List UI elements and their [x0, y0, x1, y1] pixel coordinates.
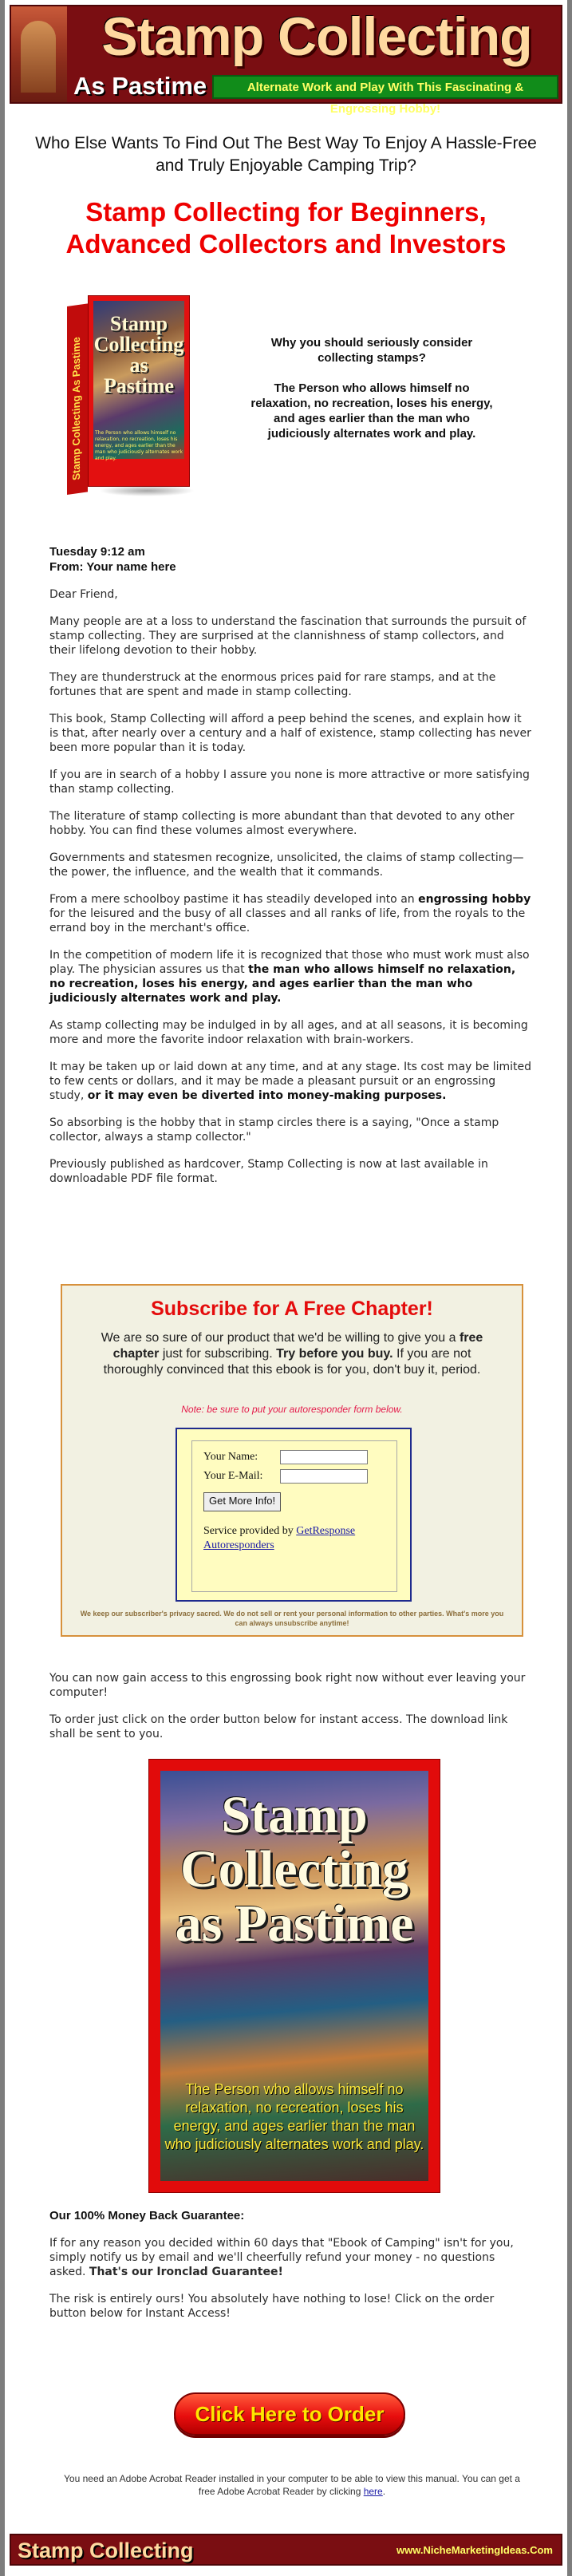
- text-bold: the man who allows himself no relaxation, no recreation, loses his energy, and ages earlier than the man who judiciously alternates work and play.: [49, 963, 516, 1005]
- book-spine-text: Stamp Collecting As Pastime: [70, 336, 82, 481]
- letter-paragraph: Previously published as hardcover, Stamp Collecting is now at last available in downloadable PDF file format.: [49, 1158, 488, 1185]
- privacy-notice: We keep our subscriber's privacy sacred. We do not sell or rent your personal information to other parties. What's more you can always unsubscribe anytime!: [80, 1610, 504, 1627]
- letter-date: Tuesday 9:12 am: [49, 545, 145, 559]
- book-cover-blurb: The Person who allows himself no relaxation, no recreation, loses his energy, and ages earlier than the man who judiciously alternates work and play.: [95, 430, 183, 461]
- optin-title: Subscribe for A Free Chapter!: [151, 1298, 433, 1320]
- optin-description: [86, 1330, 498, 1378]
- text-bold: engrossing hobby: [418, 893, 531, 906]
- letter-paragraph: If you are in search of a hobby I assure you none is more attractive or more satisfying than stamp collecting.: [49, 768, 530, 796]
- letter-paragraph: Governments and statesmen recognize, unsolicited, the claims of stamp collecting—the power, the influence, and the wealth that it commands.: [49, 851, 524, 879]
- letter-paragraph: The literature of stamp collecting is more abundant than that devoted to any other hobby. You can find these volumes almost everywhere.: [49, 810, 515, 837]
- text: In the competition of modern life it is recognized that those who must work must also play. The physician assures us that: [49, 949, 530, 976]
- text-bold: or it may even be diverted into money-making purposes.: [87, 1089, 447, 1102]
- text: .: [382, 2486, 386, 2497]
- optin-form: [176, 1428, 412, 1602]
- footer-title: Stamp Collecting: [18, 2538, 194, 2562]
- letter-paragraph: [49, 948, 532, 1006]
- large-book-title: Stamp Collecting as Pastime: [175, 1786, 414, 1953]
- name-input[interactable]: [280, 1450, 368, 1464]
- order-button[interactable]: [174, 2392, 405, 2436]
- text: We are so sure of our product that we'd be willing to give you a: [101, 1331, 460, 1345]
- service-credit: [203, 1524, 387, 1553]
- text-bold: That's our Ironclad Guarantee!: [89, 2266, 283, 2278]
- text: From a mere schoolboy pastime it has steadily developed into an: [49, 893, 419, 906]
- footer-banner: [10, 2534, 562, 2566]
- email-input[interactable]: [280, 1469, 368, 1484]
- letter-from: From: Your name here: [49, 560, 176, 574]
- letter-paragraph: Many people are at a loss to understand the fascination that surrounds the pursuit of stamp collecting. They are surprised at the clannishness of stamp collectors, and their lifelong devotion to their hobby.: [49, 615, 527, 657]
- text: If you are not thoroughly convinced that this ebook is for you, don't buy it, period.: [103, 1347, 481, 1377]
- letter-paragraph: This book, Stamp Collecting will afford a peep behind the scenes, and explain how it is that, after nearly over a century and a half of existence, stamp collecting has never been more popular than it is today.: [49, 713, 531, 754]
- guarantee-section: [49, 2209, 532, 2333]
- letter-paragraph: They are thunderstruck at the enormous prices paid for rare stamps, and at the fortunes that are spent and made in stamp collecting.: [49, 671, 496, 698]
- getresponse-link[interactable]: GetResponse Autoresponders: [203, 1525, 356, 1551]
- optin-form-inner: [191, 1440, 397, 1592]
- page: [5, 0, 567, 2576]
- lead-headline: Who Else Wants To Find Out The Best Way To Enjoy A Hassle-Free and Truly Enjoyable Camping Trip?: [35, 134, 537, 175]
- email-label: Your E-Mail:: [203, 1470, 263, 1482]
- large-book-quote: The Person who allows himself no relaxation, no recreation, loses his energy, and ages earlier than the man who judiciously alternates work and play.: [164, 2081, 424, 2152]
- letter-paragraph: [49, 1060, 532, 1103]
- access-text: [49, 1671, 532, 1754]
- book-shadow: [99, 485, 195, 496]
- text-bold: Try before you buy.: [276, 1347, 393, 1361]
- acrobat-link[interactable]: here: [363, 2486, 383, 2497]
- letter-paragraph: As stamp collecting may be indulged in by all ages, and at all seasons, it is becoming more and more the favorite indoor relaxation with brain-workers.: [49, 1019, 528, 1046]
- access-paragraph: To order just click on the order button below for instant access. The download link shall be sent to you.: [49, 1713, 508, 1740]
- letter-paragraph: [49, 892, 532, 935]
- banner-tagline: Alternate Work and Play With This Fascinating & Engrossing Hobby!: [247, 81, 524, 116]
- footer-site[interactable]: www.NicheMarketingIdeas.Com: [396, 2544, 553, 2556]
- sales-letter: [49, 544, 532, 1199]
- banner-tagline-bar: [212, 75, 558, 116]
- acrobat-notice: [61, 2472, 523, 2498]
- letter-greeting: Dear Friend,: [49, 588, 118, 601]
- book-spine: [67, 303, 88, 495]
- guarantee-heading: Our 100% Money Back Guarantee:: [49, 2209, 245, 2222]
- why-question: Why you should seriously consider collecting stamps?: [270, 336, 473, 365]
- access-paragraph: You can now gain access to this engrossing book right now without ever leaving your computer!: [49, 1672, 526, 1699]
- optin-box: [61, 1284, 523, 1637]
- text: It may be taken up or laid down at any time, and at any stage. Its cost may be limited to few cents or dollars, and it may be made a pleasant pursuit or an engrossing study,: [49, 1061, 532, 1102]
- book-front: [88, 295, 190, 487]
- header-banner: [10, 5, 562, 116]
- small-book-cover: [67, 295, 191, 499]
- guarantee-paragraph: The risk is entirely ours! You absolutely have nothing to lose! Click on the order button below for Instant Access!: [49, 2293, 495, 2320]
- text: If for any reason you decided within 60 days that "Ebook of Camping" isn't for you, simply notify us by email and we'll cheerfully refund your money - no questions asked.: [49, 2237, 514, 2278]
- text-bold: free chapter: [112, 1331, 483, 1361]
- order-button-label: Click Here to Order: [195, 2402, 385, 2426]
- text: just for subscribing.: [159, 1347, 277, 1361]
- optin-note: Note: be sure to put your autoresponder form below.: [181, 1404, 403, 1415]
- why-box: [244, 335, 499, 456]
- book-cover-title: Stamp Collecting as Pastime: [93, 312, 184, 397]
- text: for the leisured and the busy of all classes and all ranks of life, from the royals to the errand boy in the merchant's office.: [49, 907, 526, 934]
- name-label: Your Name:: [203, 1451, 258, 1463]
- banner-subtitle: As Pastime: [73, 72, 207, 100]
- service-prefix: Service provided by: [203, 1525, 297, 1537]
- main-headline: Stamp Collecting for Beginners, Advanced Collectors and Investors: [65, 197, 507, 259]
- why-answer: The Person who allows himself no relaxation, no recreation, loses his energy, and ages earlier than the man who judiciously alternates work and play.: [250, 381, 493, 441]
- letter-paragraph: So absorbing is the hobby that in stamp circles there is a saying, "Once a stamp collector, always a stamp collector.": [49, 1116, 499, 1144]
- text: You need an Adobe Acrobat Reader installed in your computer to be able to view this manual. You can get a free Adobe Acrobat Reader by clicking: [64, 2473, 520, 2497]
- banner-image: [11, 6, 67, 102]
- guarantee-paragraph: [49, 2236, 532, 2279]
- get-more-info-button[interactable]: Get More Info!: [203, 1492, 281, 1511]
- banner-title: Stamp Collecting: [101, 6, 532, 67]
- large-book-cover: [148, 1759, 440, 2193]
